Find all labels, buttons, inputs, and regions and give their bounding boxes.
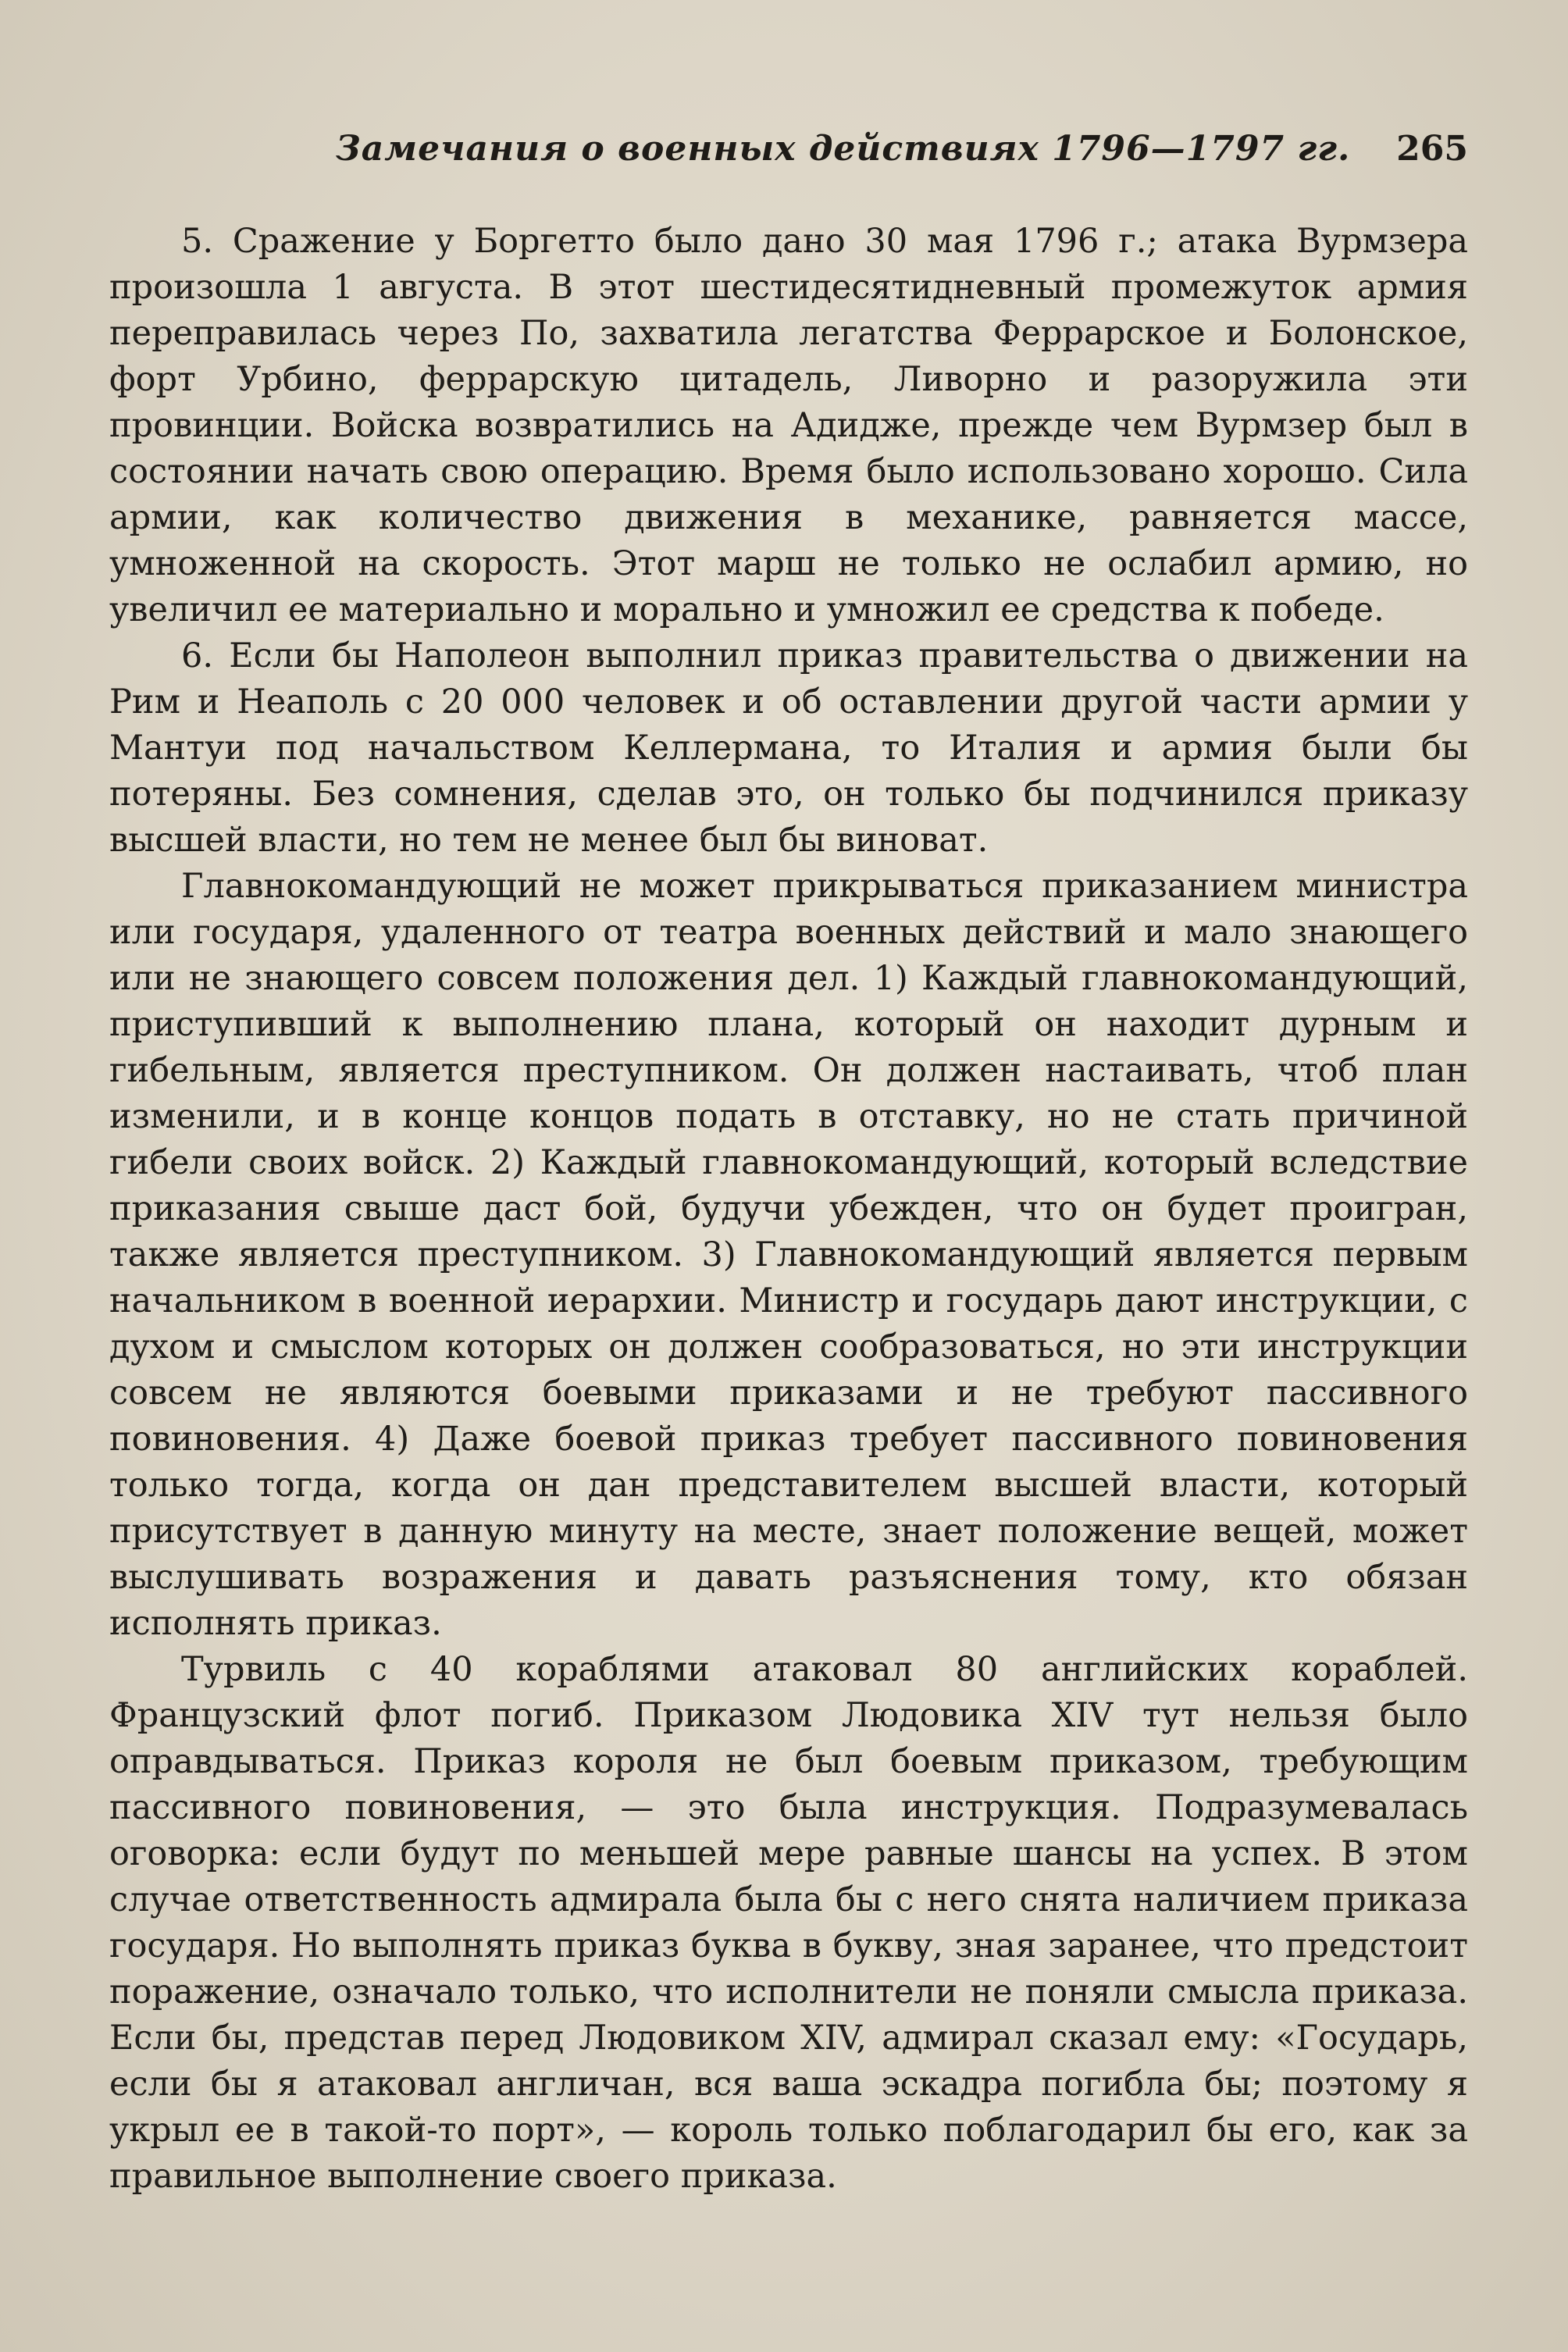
body-text (109, 219, 1468, 2200)
page-number: 265 (1396, 129, 1468, 169)
paragraph-tourville: Турвиль с 40 кораблями атаковал 80 английских кораблей. Французский флот погиб. Приказом Людовика XIV тут нельзя было оправдываться. Приказ короля не был боевым приказом, требующим пассивного повиновения, — это была инструкция. Подразумевалась оговорка: если будут по меньшей мере равные шансы на успех. В этом случае ответственность адмирала была бы с него снята наличием приказа государя. Но выполнять приказ буква в букву, зная заранее, что предстоит поражение, означало только, что исполнители не поняли смысла приказа. Если бы, представ перед Людовиком XIV, адмирал сказал ему: «Государь, если бы я атаковал англичан, вся ваша эскадра погибла бы; поэтому я укрыл ее в такой-то порт», — король только поблагодарил бы его, как за правильное выполнение своего приказа. (109, 1650, 1468, 2196)
running-title: Замечания о военных действиях 1796—1797 гг. (336, 129, 1351, 169)
paragraph-6: 6. Если бы Наполеон выполнил приказ правительства о движении на Рим и Неаполь с 20 000 человек и об оставлении другой части армии у Мантуи под начальством Келлермана, то Италия и армия были бы потеряны. Без сомнения, сделав это, он только бы подчинился приказу высшей власти, но тем не менее был бы виноват. (109, 636, 1468, 860)
paragraph-commander-orders: Главнокомандующий не может прикрываться приказанием министра или государя, удаленного от театра военных действий и мало знающего или не знающего совсем положения дел. 1) Каждый главнокомандующий, приступивший к выполнению плана, который он находит дурным и гибельным, является преступником. Он должен настаивать, чтоб план изменили, и в конце концов подать в отставку, но не стать причиной гибели своих войск. 2) Каждый главнокомандующий, который вследствие приказания свыше даст бой, будучи убежден, что он будет проигран, также является преступником. 3) Главнокомандующий является первым начальником в военной иерархии. Министр и государь дают инструкции, с духом и смыслом которых он должен сообразоваться, но эти инструкции совсем не являются боевыми приказами и не требуют пассивного повиновения. 4) Даже боевой приказ требует пассивного повиновения только тогда, когда он дан представителем высшей власти, который присутствует в данную минуту на месте, знает положение вещей, может выслушивать возражения и давать разъяснения тому, кто обязан исполнять приказ. (109, 867, 1468, 1643)
page-header (109, 129, 1468, 191)
paragraph-5: 5. Сражение у Боргетто было дано 30 мая 1796 г.; атака Вурмзера произошла 1 августа. В этот шестидесятидневный промежуток армия переправилась через По, захватила легатства Феррарское и Болонское, форт Урбино, феррарскую цитадель, Ливорно и разоружила эти провинции. Войска возвратились на Адидже, прежде чем Вурмзер был в состоянии начать свою операцию. Время было использовано хорошо. Сила армии, как количество движения в механике, равняется массе, умноженной на скорость. Этот марш не только не ослабил армию, но увеличил ее материально и морально и умножил ее средства к победе. (109, 222, 1468, 629)
